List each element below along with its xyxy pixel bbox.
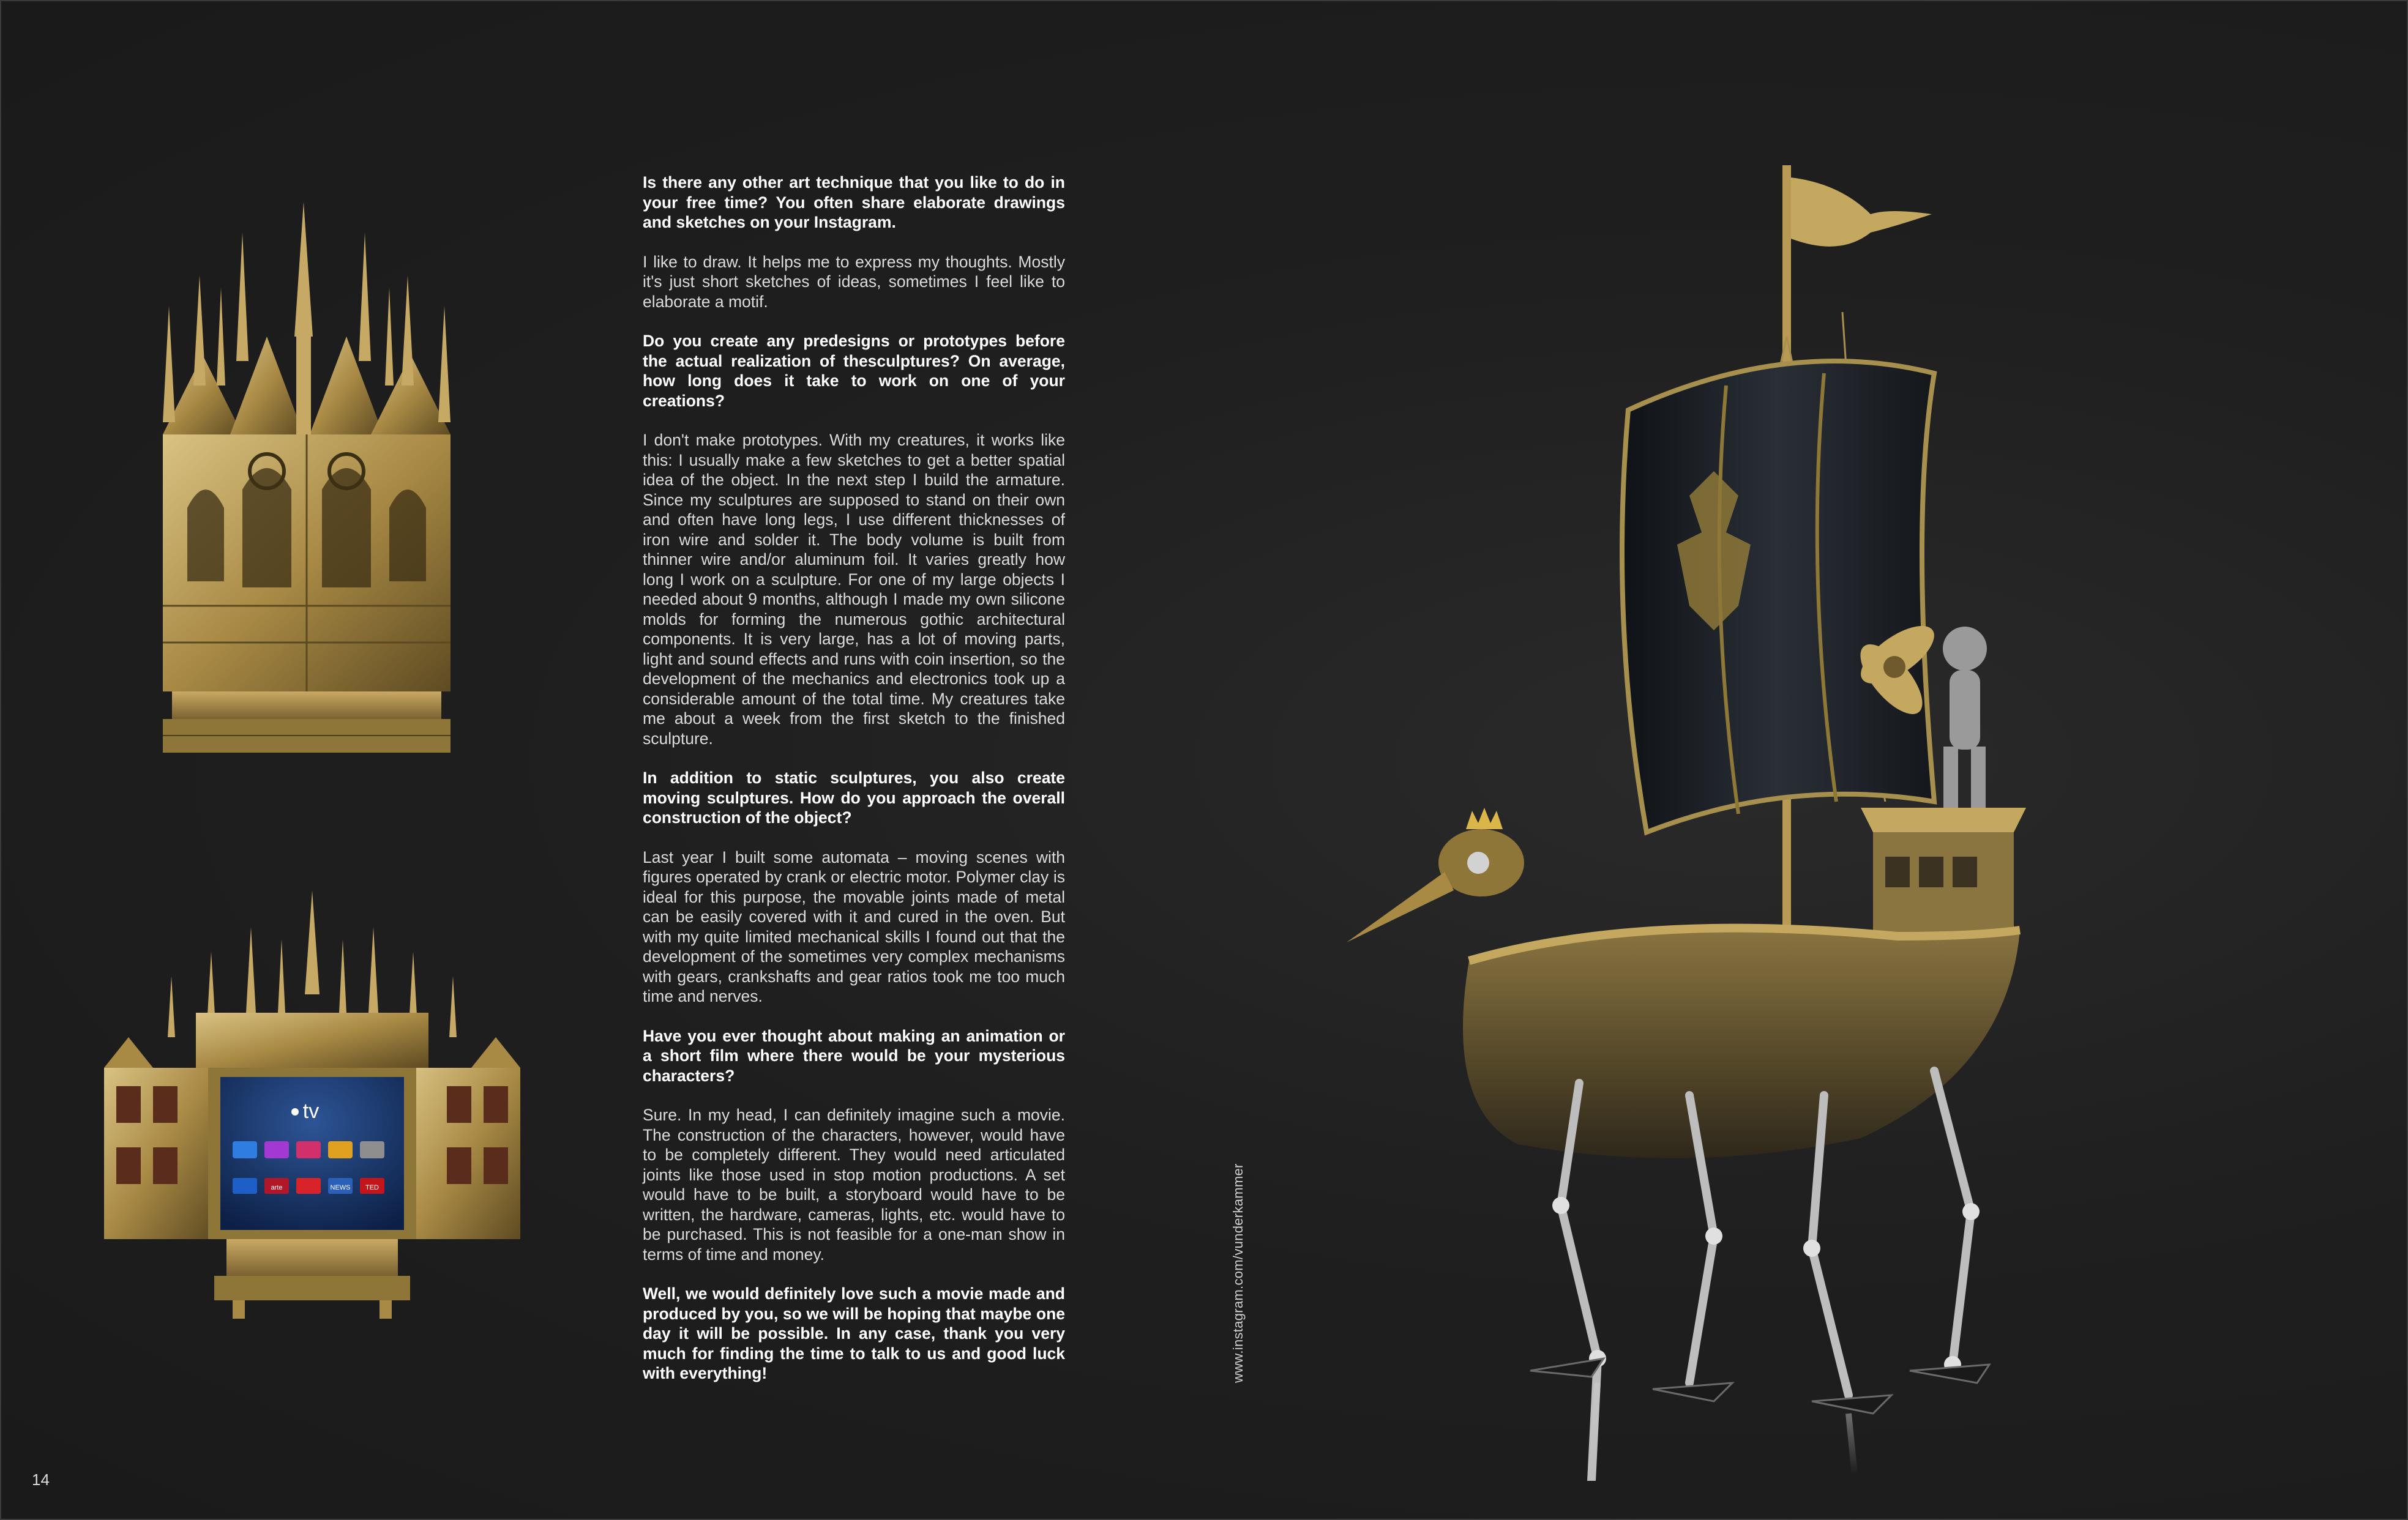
interview-answer: Last year I built some automata – moving scenes with figures operated by crank or electric motor. Polymer clay is ideal for this purpose, the movable joints made of metal can be easily covered with it and cured in the oven. But with my quite limited mechanical skills I found out that the development of the sometimes very complex mechanisms with gears, crankshafts and gear ratios took me too much time and nerves. [643,848,1065,1005]
tv-app-ted: TED [365,1184,379,1191]
interview-answer: I like to draw. It helps me to express my thoughts. Mostly it's just short sketches of ideas, sometimes I feel like to elaborate a motif. [643,252,1065,311]
gothic-tv-cabinet-image [98,890,526,1331]
interview-answer: Sure. In my head, I can definitely imagine such a movie. The construction of the characters, however, would have to be completely different. They would need articulated joints like those used in stop motion productions. A set would have to be built, a storyboard would have to be written, the hardware, cameras, lights, etc. would have to be purchased. This is not feasible for a one-man show in terms of time and money. [643,1106,1065,1264]
interview-question: In addition to static sculptures, you also create moving sculptures. How do you approach the overall construction of the object? [643,769,1065,827]
interview-article [643,173,1065,1403]
interview-question: Is there any other art technique that you like to do in your free time? You often share elaborate drawings and sketches on your Instagram. [643,173,1065,231]
tv-logo-text: tv [302,1100,320,1123]
interview-question: Have you ever thought about making an animation or a short film where there would be your mysterious characters? [643,1026,1065,1085]
ship-bird-sculpture-image [1347,153,2032,1481]
interview-answer: I don't make prototypes. With my creatures, it works like this: I usually make a few sketches to get a better spatial idea of the object. In the next step I build the armature. Since my sculptures are supposed to stand on their own and often have long legs, I use different thicknesses of iron wire and solder it. The body volume is built from thinner wire and/or aluminum foil. It varies greatly how long I work on a sculpture. For one of my large objects I needed about 9 months, although I made my own silicone molds for forming the numerous gothic architectural components. It is very large, has a lot of moving parts, light and sound effects and runs with coin insertion, so the development of the mechanics and electronics took up a considerable amount of the total time. My creatures take me about a week from the first sketch to the finished sculpture. [643,431,1065,748]
gothic-cathedral-sculpture-image [144,202,469,771]
tv-app-news: NEWS [330,1184,351,1191]
page-number: 14 [32,1470,50,1489]
tv-app-arte: arte [271,1184,283,1191]
photo-credit: www.instagram.com/vunderkammer [1230,1163,1246,1383]
interview-question: Do you create any predesigns or prototypes before the actual realization of thesculptures? On average, how long does it take to work on one of your creations? [643,332,1065,410]
interview-closing: Well, we would definitely love such a movie made and produced by you, so we will be hoping that maybe one day it will be possible. In any case, thank you very much for finding the time to talk to us and good luck with everything! [643,1284,1065,1382]
apple-logo-icon [291,1108,299,1116]
